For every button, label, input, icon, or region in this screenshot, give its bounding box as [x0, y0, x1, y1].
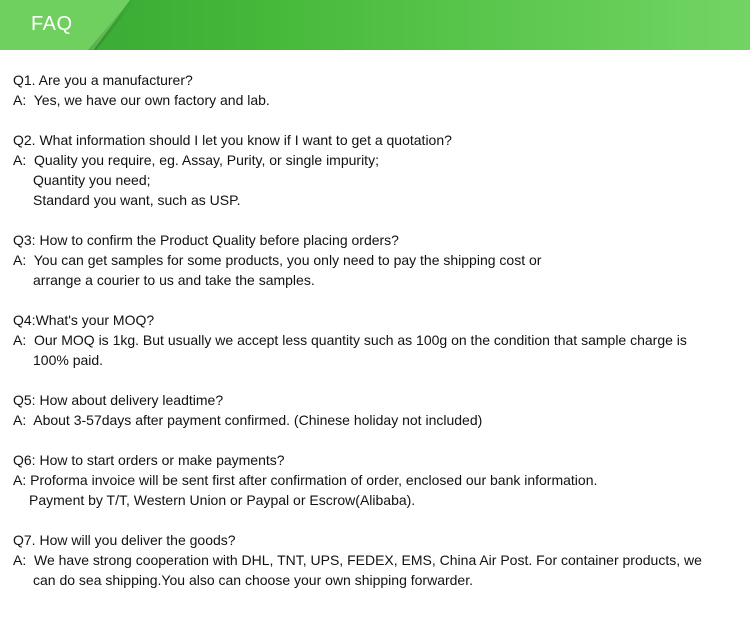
faq-item-4 — [13, 310, 738, 370]
page-title: FAQ — [31, 13, 73, 35]
answer-line: A: Our MOQ is 1kg. But usually we accept less quantity such as 100g on the condition that sample charge is — [13, 332, 687, 348]
question: Q2. What information should I let you know if I want to get a quotation? — [13, 132, 452, 148]
faq-item-3 — [13, 230, 738, 290]
answer-line: A: We have strong cooperation with DHL, TNT, UPS, FEDEX, EMS, China Air Post. For container products, we — [13, 552, 702, 568]
answer-line: can do sea shipping.You also can choose your own shipping forwarder. — [33, 572, 473, 588]
answer-line: Standard you want, such as USP. — [33, 192, 241, 208]
answer-line: A: Yes, we have our own factory and lab. — [13, 92, 270, 108]
answer-line: Quantity you need; — [33, 172, 151, 188]
answer-line: A: Quality you require, eg. Assay, Purity, or single impurity; — [13, 152, 379, 168]
question: Q5: How about delivery leadtime? — [13, 392, 224, 408]
faq-item-6 — [13, 450, 738, 510]
question: Q1. Are you a manufacturer? — [13, 72, 193, 88]
faq-banner — [0, 0, 750, 50]
faq-item-7 — [13, 530, 738, 590]
faq-item-5 — [13, 390, 738, 430]
answer-line: A: Proforma invoice will be sent first after confirmation of order, enclosed our bank information. — [13, 472, 598, 488]
answer-line: 100% paid. — [33, 352, 104, 368]
question: Q3: How to confirm the Product Quality before placing orders? — [13, 232, 399, 248]
question: Q6: How to start orders or make payments? — [13, 452, 285, 468]
faq-list — [13, 70, 738, 610]
faq-item-2 — [13, 130, 738, 210]
question: Q7. How will you deliver the goods? — [13, 532, 236, 548]
question: Q4:What's your MOQ? — [13, 312, 155, 328]
answer-line: arrange a courier to us and take the samples. — [33, 272, 315, 288]
answer-line: Payment by T/T, Western Union or Paypal or Escrow(Alibaba). — [29, 492, 416, 508]
faq-item-1 — [13, 70, 738, 110]
answer-line: A: You can get samples for some products, you only need to pay the shipping cost or — [13, 252, 542, 268]
answer-line: A: About 3-57days after payment confirmed. (Chinese holiday not included) — [13, 412, 483, 428]
